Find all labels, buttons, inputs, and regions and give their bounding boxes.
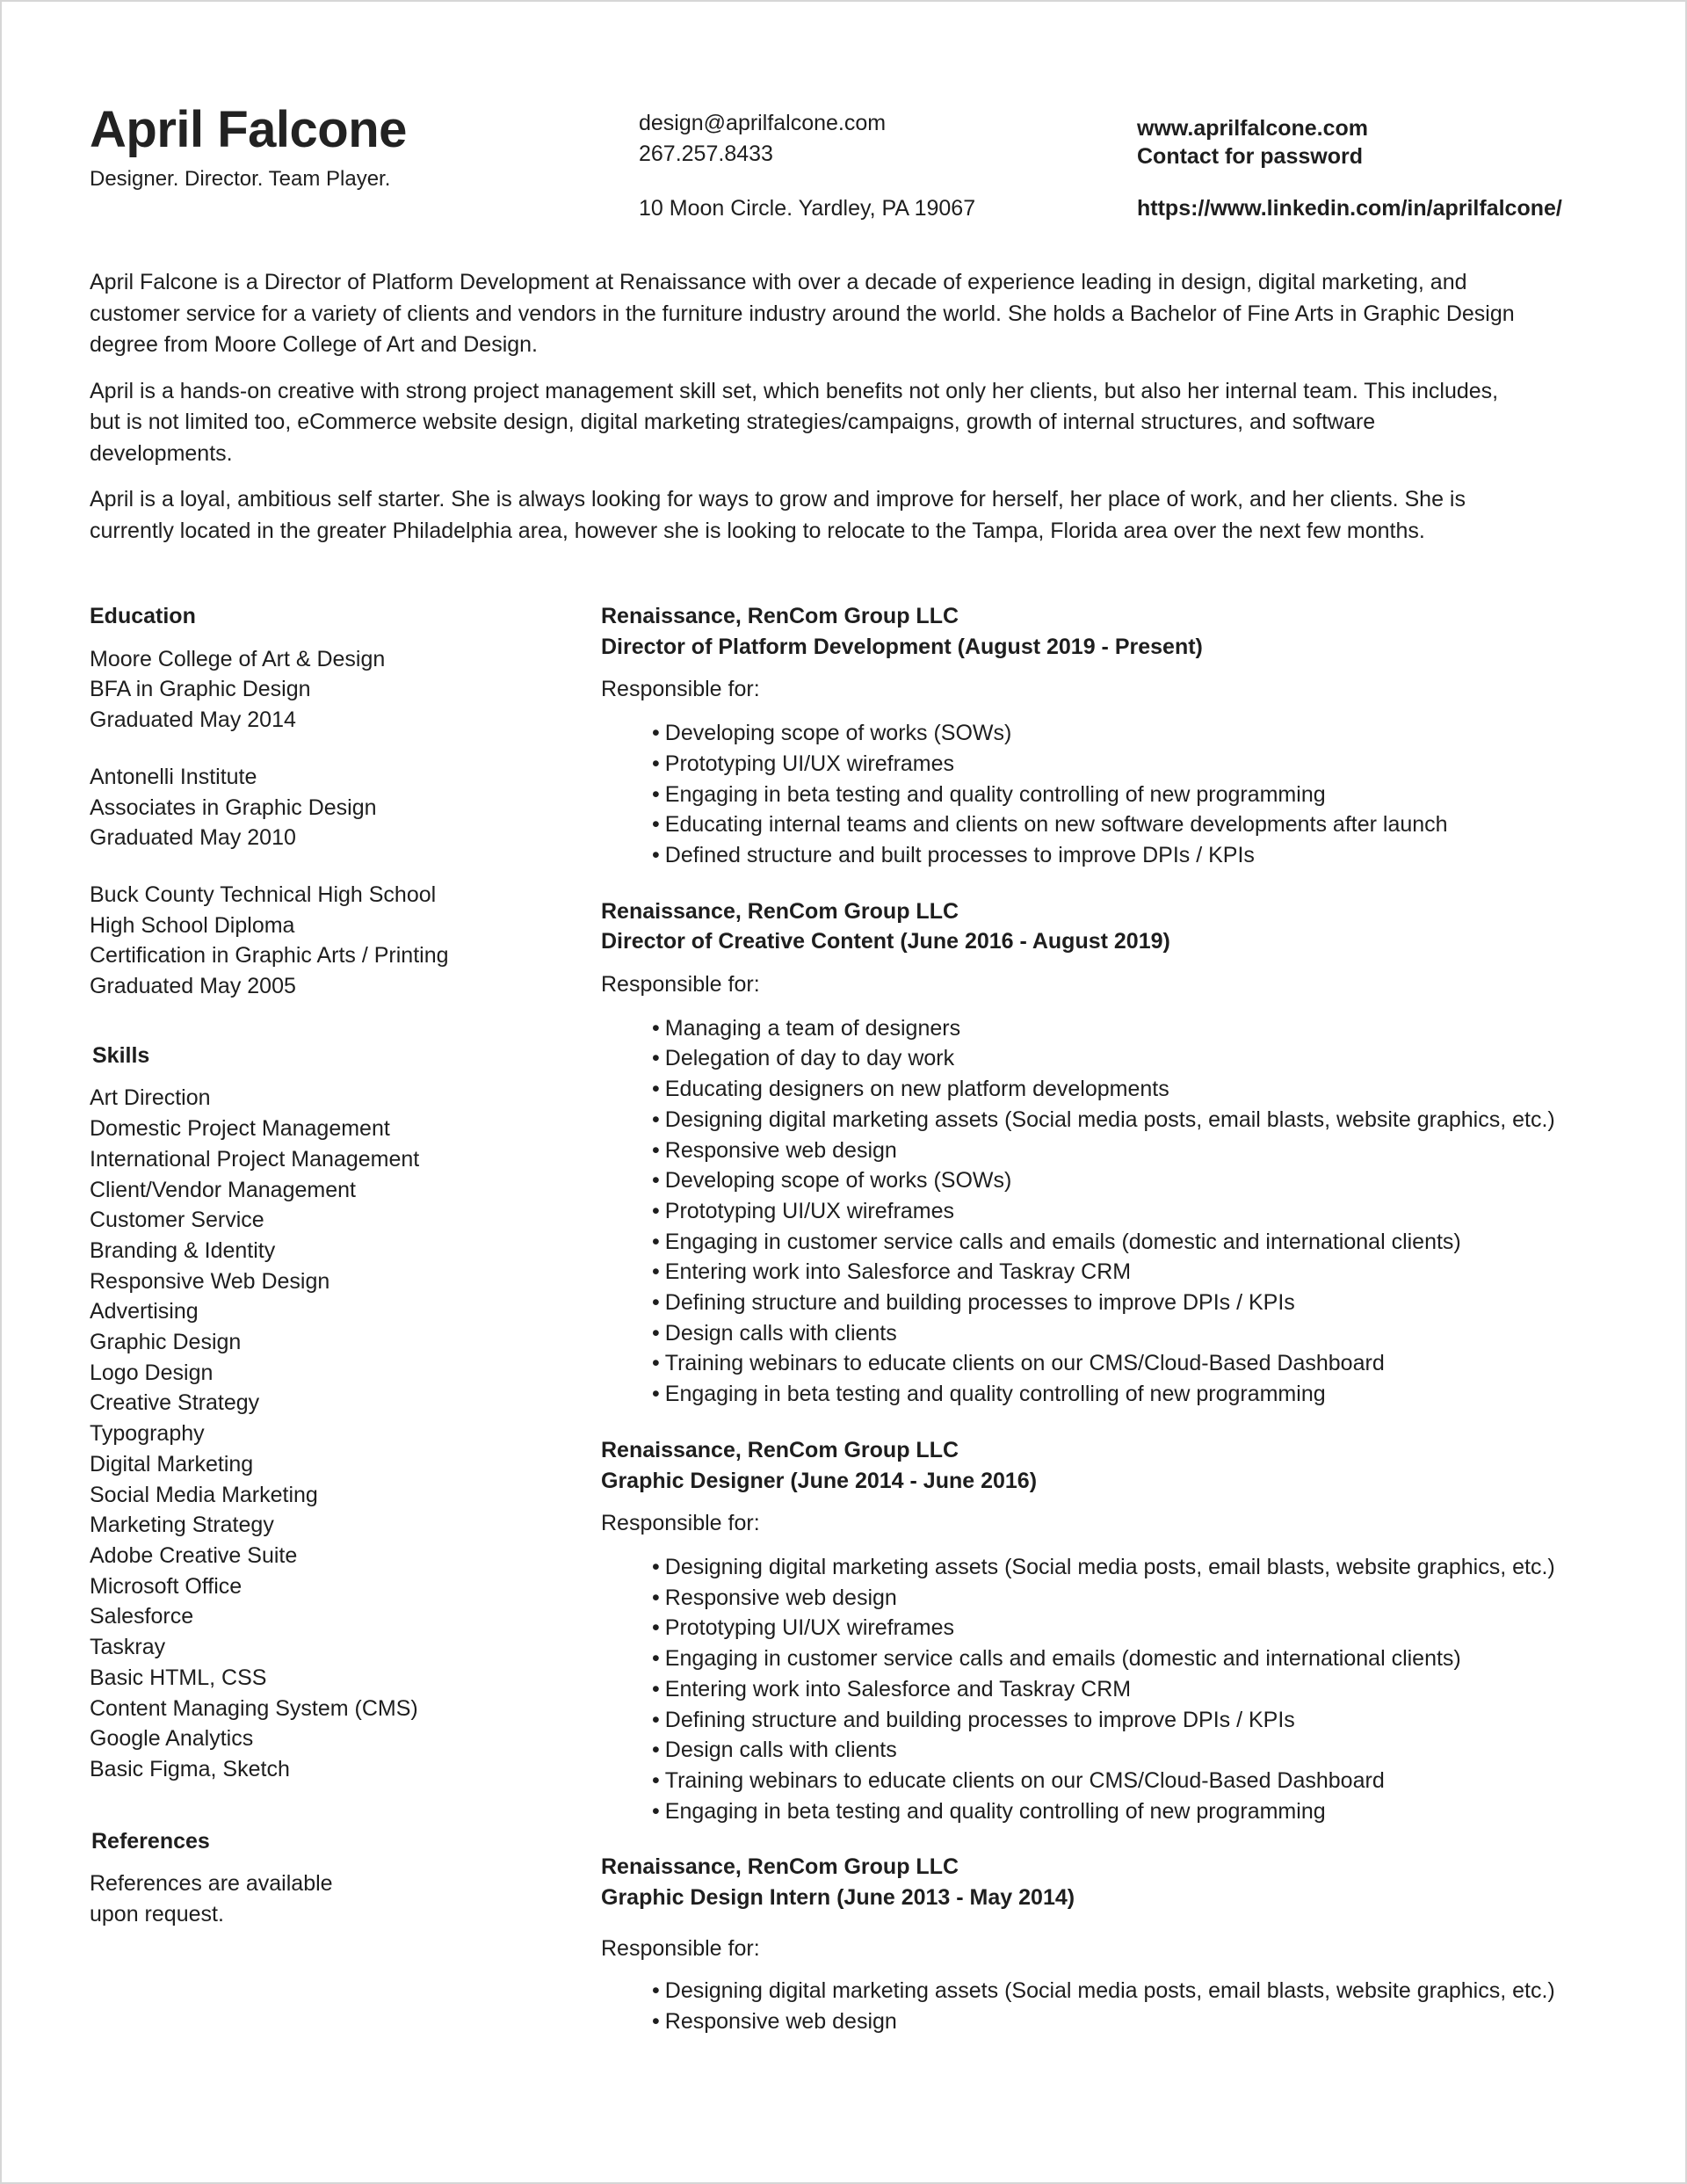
skill-item: Marketing Strategy (90, 1513, 274, 1538)
job-entry (601, 1852, 1585, 2037)
job-bullet: • Design calls with clients (652, 1318, 1585, 1349)
phone-text: 267.257.8433 (639, 141, 773, 166)
job-bullet: • Delegation of day to day work (652, 1043, 1585, 1074)
job-bullet: • Defining structure and building processes to improve DPIs / KPIs (652, 1288, 1585, 1318)
job-bullet: • Designing digital marketing assets (Social media posts, email blasts, website graphics, etc.) (652, 1976, 1585, 2006)
job-role: Graphic Designer (June 2014 - June 2016) (601, 1468, 1038, 1493)
skills-list (90, 1083, 547, 1784)
job-bullet: • Responsive web design (652, 2006, 1585, 2037)
job-bullet: • Managing a team of designers (652, 1013, 1585, 1044)
job-entry (601, 601, 1585, 871)
job-entry (601, 1435, 1585, 1826)
skills-title: Skills (92, 1042, 150, 1068)
job-entry (601, 896, 1585, 1410)
job-bullets (601, 718, 1585, 871)
references-title: References (91, 1828, 210, 1854)
education-entry (90, 880, 547, 1002)
job-bullet: • Designing digital marketing assets (Social media posts, email blasts, website graphics, etc.) (652, 1105, 1585, 1136)
skill-item: Microsoft Office (90, 1573, 243, 1599)
skill-item: Logo Design (90, 1360, 214, 1385)
address-text: 10 Moon Circle. Yardley, PA 19067 (639, 196, 976, 221)
email-text: design@aprilfalcone.com (639, 111, 887, 135)
skill-item: Salesforce (90, 1604, 194, 1629)
skill-item: Responsive Web Design (90, 1268, 330, 1294)
skill-item: Creative Strategy (90, 1390, 260, 1416)
skill-item: Content Managing System (CMS) (90, 1695, 418, 1721)
linkedin-text: https://www.linkedin.com/in/aprilfalcone/ (1137, 196, 1562, 221)
job-company: Renaissance, RenCom Group LLC (601, 1854, 959, 1880)
skill-item: Typography (90, 1421, 205, 1447)
summary-paragraph: April is a loyal, ambitious self starter. She is always looking for ways to grow and improve for herself, her place of work, and her clients. She is currently located in the greater Philadelphia area, however she is looking to relocate to the Tampa, Florida area over the next few months. (90, 487, 1466, 543)
job-bullet: • Design calls with clients (652, 1735, 1585, 1766)
job-bullet: • Responsive web design (652, 1136, 1585, 1166)
password-note: Contact for password (1137, 144, 1363, 169)
skill-item: Customer Service (90, 1208, 264, 1233)
job-bullet: • Educating designers on new platform developments (652, 1074, 1585, 1105)
skill-item: Adobe Creative Suite (90, 1542, 298, 1568)
references-text (90, 1868, 547, 1929)
skill-item: Basic HTML, CSS (90, 1665, 267, 1690)
education-line: High School Diploma (90, 912, 295, 938)
skill-item: Google Analytics (90, 1726, 254, 1752)
education-line: Moore College of Art & Design (90, 646, 386, 671)
job-bullet: • Training webinars to educate clients on our CMS/Cloud-Based Dashboard (652, 1348, 1585, 1379)
job-bullet: • Defining structure and building processes to improve DPIs / KPIs (652, 1705, 1585, 1736)
skill-item: Graphic Design (90, 1330, 242, 1355)
education-title: Education (90, 604, 196, 628)
job-bullet: • Designing digital marketing assets (Social media posts, email blasts, website graphics, etc.) (652, 1552, 1585, 1583)
job-role: Director of Creative Content (June 2016 - August 2019) (601, 929, 1170, 954)
education-line: Associates in Graphic Design (90, 795, 377, 820)
education-line: Antonelli Institute (90, 764, 257, 789)
resume-tagline: Designer. Director. Team Player. (90, 167, 391, 191)
job-company: Renaissance, RenCom Group LLC (601, 604, 959, 628)
skill-item: Domestic Project Management (90, 1116, 390, 1142)
job-bullet: • Prototyping UI/UX wireframes (652, 1196, 1585, 1227)
job-bullets (601, 1552, 1585, 1826)
education-line: BFA in Graphic Design (90, 677, 311, 702)
experience-section (601, 601, 1585, 2063)
resume-name: April Falcone (90, 101, 407, 158)
job-company: Renaissance, RenCom Group LLC (601, 898, 959, 924)
education-line: Buck County Technical High School (90, 882, 437, 907)
website-text: www.aprilfalcone.com (1137, 116, 1369, 141)
job-bullet: • Engaging in customer service calls and emails (domestic and international clients) (652, 1227, 1585, 1258)
job-role: Graphic Design Intern (June 2013 - May 2014) (601, 1885, 1075, 1911)
job-bullet: • Developing scope of works (SOWs) (652, 718, 1585, 749)
job-bullet: • Educating internal teams and clients on new software developments after launch (652, 809, 1585, 840)
references-line: References are available (90, 1871, 333, 1897)
skill-item: Taskray (90, 1635, 166, 1660)
job-bullet: • Responsive web design (652, 1583, 1585, 1614)
skill-item: Basic Figma, Sketch (90, 1756, 290, 1781)
job-bullet: • Training webinars to educate clients on our CMS/Cloud-Based Dashboard (652, 1766, 1585, 1796)
responsible-label: Responsible for: (601, 677, 760, 702)
education-entry (90, 762, 547, 853)
responsible-label: Responsible for: (601, 1935, 760, 1961)
skill-item: Art Direction (90, 1085, 211, 1111)
job-bullet: • Prototyping UI/UX wireframes (652, 1613, 1585, 1643)
education-line: Graduated May 2010 (90, 825, 296, 851)
job-role: Director of Platform Development (August 2019 - Present) (601, 634, 1203, 659)
education-line: Graduated May 2014 (90, 707, 296, 733)
job-bullet: • Engaging in customer service calls and emails (domestic and international clients) (652, 1643, 1585, 1674)
job-bullet: • Prototyping UI/UX wireframes (652, 749, 1585, 780)
summary-section (90, 267, 1522, 562)
job-bullet: • Engaging in beta testing and quality controlling of new programming (652, 780, 1585, 810)
job-bullet: • Engaging in beta testing and quality controlling of new programming (652, 1796, 1585, 1827)
references-line: upon request. (90, 1902, 224, 1927)
sidebar (90, 601, 547, 1930)
job-bullets (601, 1013, 1585, 1410)
skill-item: Advertising (90, 1299, 199, 1324)
job-bullet: • Engaging in beta testing and quality controlling of new programming (652, 1379, 1585, 1410)
education-line: Graduated May 2005 (90, 974, 296, 999)
skill-item: Digital Marketing (90, 1451, 254, 1477)
job-bullet: • Developing scope of works (SOWs) (652, 1165, 1585, 1196)
skill-item: Client/Vendor Management (90, 1177, 356, 1202)
job-bullets (601, 1976, 1585, 2036)
skill-item: Social Media Marketing (90, 1482, 318, 1507)
job-bullet: • Defined structure and built processes to improve DPIs / KPIs (652, 840, 1585, 871)
responsible-label: Responsible for: (601, 1511, 760, 1536)
job-company: Renaissance, RenCom Group LLC (601, 1437, 959, 1462)
job-bullet: • Entering work into Salesforce and Taskray CRM (652, 1257, 1585, 1288)
skill-item: International Project Management (90, 1146, 420, 1172)
education-line: Certification in Graphic Arts / Printing (90, 943, 449, 969)
summary-paragraph: April is a hands-on creative with strong project management skill set, which benefits not only her clients, but also her internal team. This includes, but is not limited too, eCommerce website design, digital marketing strategies/campaigns, growth of internal structures, and software developments. (90, 378, 1499, 466)
summary-paragraph: April Falcone is a Director of Platform Development at Renaissance with over a decade of experience leading in design, digital marketing, and customer service for a variety of clients and vendors in the furniture industry around the world. She holds a Bachelor of Fine Arts in Graphic Design degree from Moore College of Art and Design. (90, 270, 1515, 357)
job-bullet: • Entering work into Salesforce and Taskray CRM (652, 1674, 1585, 1705)
skill-item: Branding & Identity (90, 1237, 276, 1263)
responsible-label: Responsible for: (601, 972, 760, 998)
education-entry (90, 644, 547, 736)
